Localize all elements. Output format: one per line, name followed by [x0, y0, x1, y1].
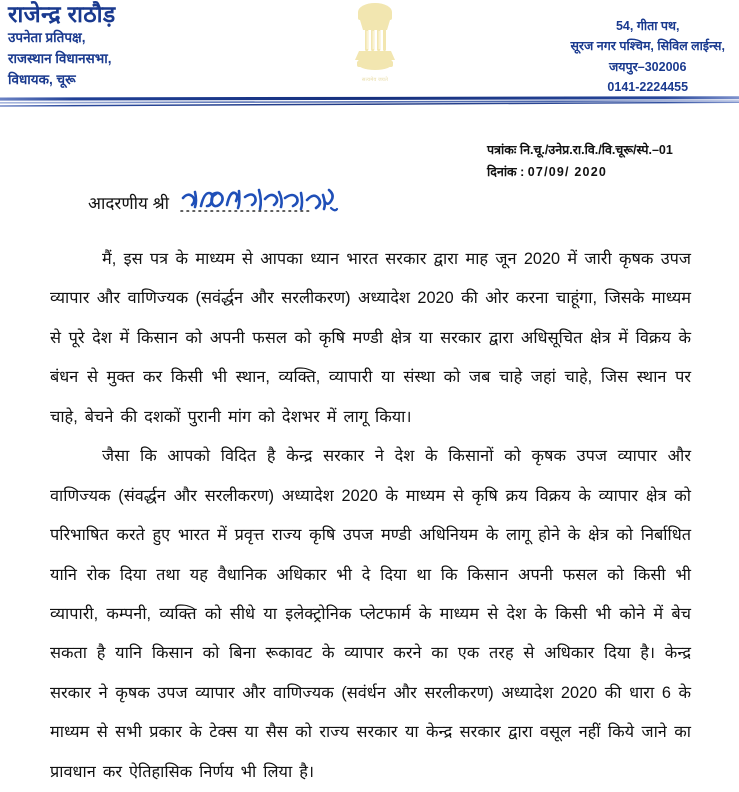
- body-paragraph: जैसा कि आपको विदित है केन्द्र सरकार ने देश के किसानों को कृषक उपज व्यापार और वाणिज्यक (संवर्द्धन और सरलीकरण) अध्यादेश 2020 के माध्यम से कृषि क्रय विक्रय के व्यापार क्षेत्र को परिभाषित करते हुए भारत में प्रवृत्त राज्य कृषि उपज मण्डी अधिनियम के लागू होने के क्षेत्र को निर्बाधित यानि रोक दिया तथा यह वैधानिक अधिकार भी दे दिया था कि किसान अपनी फसल को किसी भी व्यापारी, कम्पनी, व्यक्ति को सीधे या इलेक्ट्रोनिक प्लेटफार्म के माध्यम से देश के किसी भी कोने में बेच सकता है यानि किसान को बिना रूकावट के व्यापार करने का एक तरह से अधिकार दिया है। केन्द्र सरकार ने कृषक उपज व्यापार और वाणिज्यक (सवंर्धन और सरलीकरण) अध्यादेश 2020 की धारा 6 के माध्यम से सभी प्रकार के टेक्स या सैस को राज्य सरकार या केन्द्र सरकार द्वारा वसूल नहीं किये जाने का प्रावधान कर ऐतिहासिक निर्णय भी लिया है।: [50, 447, 691, 781]
- reference-number-value: नि.चू./उनेप्र.रा.वि./वि.चूरू/स्पे.–01: [519, 143, 673, 157]
- letter-body: [50, 240, 691, 792]
- date-row: [487, 162, 673, 184]
- divider-rule-icon: [0, 96, 739, 114]
- reference-number-label: पत्रांकः: [487, 143, 517, 157]
- letterhead-identity: [8, 2, 116, 91]
- salutation-label: आदरणीय श्री: [88, 194, 170, 213]
- reference-number-row: [487, 140, 673, 162]
- national-emblem: [346, 2, 404, 94]
- header-divider: [0, 96, 739, 114]
- sender-title-line: विधायक, चूरू: [8, 71, 76, 87]
- sender-name: राजेन्द्र राठौड़: [8, 1, 116, 27]
- phone-number: 0141-2224455: [607, 79, 689, 94]
- body-paragraph: मैं, इस पत्र के माध्यम से आपका ध्यान भारत सरकार द्वारा माह जून 2020 में जारी कृषक उपज व्यापार और वाणिज्यक (सवंर्द्धन और सरलीकरण) अध्यादेश 2020 की ओर करना चाहूंगा, जिसके माध्यम से पूरे देश में किसान को अपनी फसल को कृषि मण्डी क्षेत्र या सरकार द्वारा अधिसूचित क्षेत्र में विक्रय के बंधन से मुक्त कर किसी भी स्थान, व्यक्ति, व्यापारी या संस्था को जब चाहे जहां चाहे, जिस स्थान पर चाहे, बेचने की दशकों पुरानी मांग को देशभर में लागू किया।: [50, 250, 691, 426]
- sender-title-line: राजस्थान विधानसभा,: [8, 51, 112, 67]
- sender-address: [570, 16, 725, 97]
- address-line: जयपुर–302006: [609, 59, 687, 74]
- salutation: [88, 182, 359, 216]
- sender-titles: [8, 28, 116, 91]
- ashoka-pillar-icon: [346, 2, 404, 76]
- date-label: दिनांक :: [487, 164, 525, 179]
- handwritten-recipient-name: [179, 186, 359, 216]
- date-value: 07/09/ 2020: [527, 164, 608, 179]
- address-line: 54, गीता पथ,: [615, 19, 680, 33]
- reference-block: [487, 140, 673, 183]
- handwriting-icon: [179, 186, 359, 216]
- emblem-caption: सत्यमेव जयते: [361, 77, 389, 83]
- address-line: सूरज नगर पश्चिम, सिविल लाईन्स,: [570, 39, 725, 54]
- letterhead: [0, 0, 739, 100]
- sender-title-line: उपनेता प्रतिपक्ष,: [8, 30, 86, 46]
